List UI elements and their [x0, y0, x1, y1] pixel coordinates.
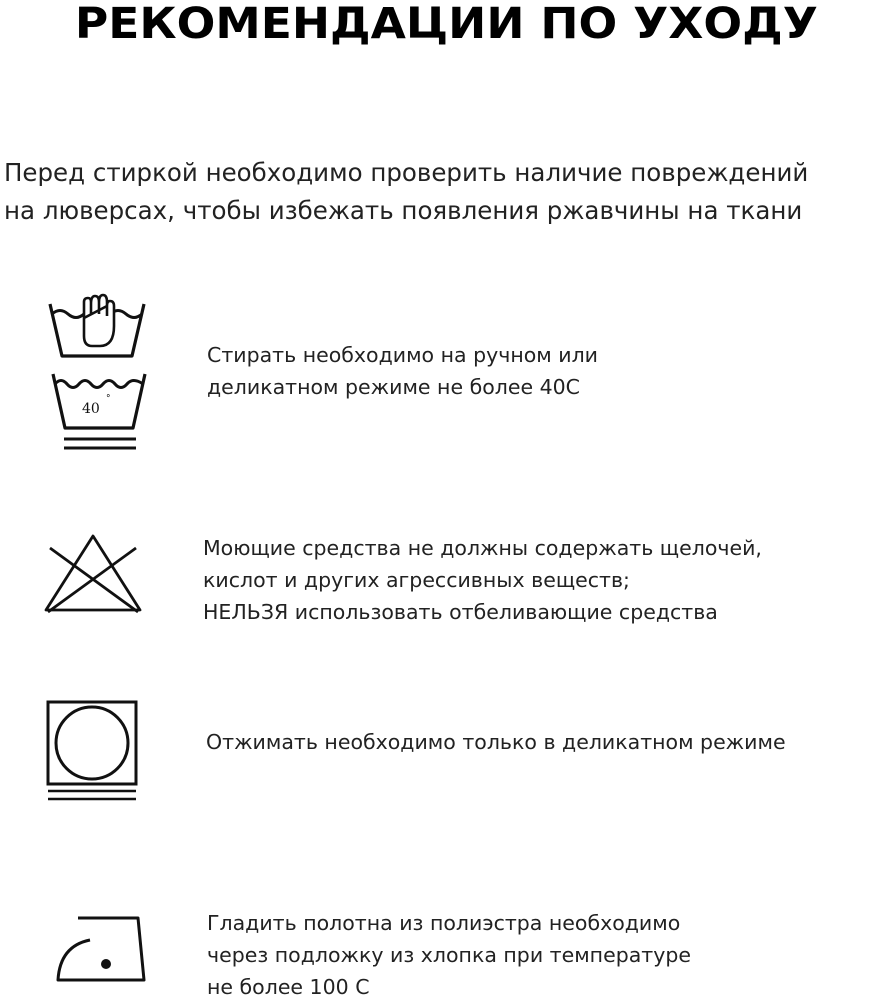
bleach-line-3: НЕЛЬЗЯ использовать отбеливающие средства — [203, 600, 718, 624]
wash-temp-label: 40 — [82, 401, 100, 417]
iron-low-icon — [52, 912, 158, 988]
bleach-line-2: кислот и других агрессивных веществ; — [203, 568, 630, 592]
iron-line-3: не более 100 С — [207, 975, 370, 999]
wash-line-1: Стирать необходимо на ручном или — [207, 343, 599, 367]
wash-description — [207, 339, 598, 403]
spin-description — [206, 726, 786, 758]
iron-line-1: Гладить полотна из полиэстра необходимо — [207, 911, 681, 935]
iron-description — [207, 907, 691, 1003]
intro-line-2: на люверсах, чтобы избежать появления ржавчины на ткани — [4, 196, 803, 225]
bleach-line-1: Моющие средства не должны содержать щелочей, — [203, 536, 762, 560]
wash-temp-degree: ° — [106, 394, 111, 404]
hand-wash-icon — [44, 292, 154, 364]
spin-line-1: Отжимать необходимо только в деликатном режиме — [206, 730, 786, 754]
wash-line-2: деликатном режиме не более 40С — [207, 375, 580, 399]
no-bleach-icon — [40, 530, 146, 616]
intro-text — [4, 154, 892, 230]
intro-line-1: Перед стиркой необходимо проверить наличие повреждений — [4, 158, 809, 187]
iron-line-2: через подложку из хлопка при температуре — [207, 943, 691, 967]
page-title: РЕКОМЕНДАЦИИ ПО УХОДУ — [74, 0, 818, 49]
wash-40-gentle-icon — [50, 368, 150, 454]
bleach-description — [203, 532, 762, 628]
tumble-dry-gentle-icon — [44, 698, 140, 804]
